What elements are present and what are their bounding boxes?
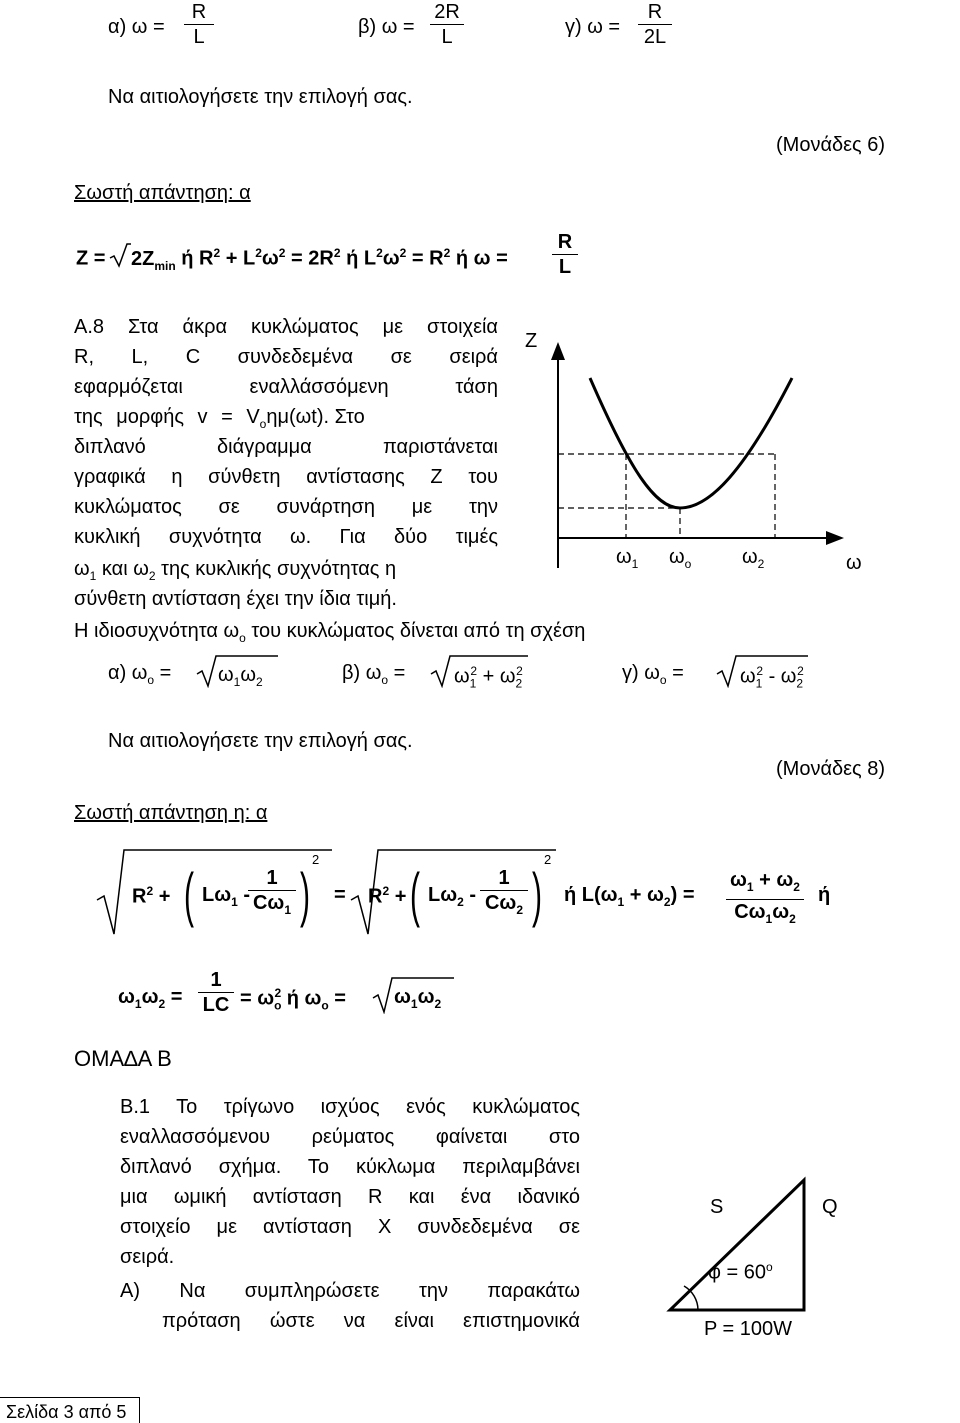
a8-line-5: διπλανό διάγραμμα παριστάνεται xyxy=(74,436,498,458)
group-b-heading: ΟΜΑ∆Α Β xyxy=(74,1046,172,1071)
eq3-lhs: $\omega_1\omega_2$ = xyxy=(118,986,183,1011)
x-axis-arrow-icon xyxy=(826,531,844,545)
option-b: β) ω = xyxy=(358,16,415,38)
a8-line-2: R, L, C συνδεδεμένα σε σειρά xyxy=(74,346,498,368)
eq2-term-2: $R^2$ + xyxy=(368,884,407,908)
sqrt-icon xyxy=(109,242,131,268)
graph-tick-omega1: $\omega_1$ xyxy=(616,546,639,571)
b1-line-6: σειρά. xyxy=(120,1246,175,1268)
page-footer: Σελίδα 3 από 5 xyxy=(0,1397,140,1423)
a8-line-8: κυκλική συχνότητα ω. Για δύο τιμές xyxy=(74,526,498,548)
right-paren-icon: ) xyxy=(532,861,542,928)
eq3-radicand: $\omega_1\omega_2$ xyxy=(394,986,442,1011)
option-mid-c-radicand: $\omega_1^2 - \omega_2^2$ xyxy=(740,664,804,691)
marks-8: (Μονάδες 8) xyxy=(776,758,886,780)
b1-a-line-1: Α) Να συμπληρώσετε την παρακάτω xyxy=(120,1280,580,1302)
eq2-square-2: 2 xyxy=(544,852,552,867)
b1-line-3: διπλανό σχήμα. Το κύκλωμα περιλαμβάνει xyxy=(120,1156,580,1178)
option-a: α) ω = xyxy=(108,16,165,38)
option-mid-b: β) $\omega_o$ = xyxy=(342,662,406,687)
a8-line-4: της μορφής $v = V_o\eta\mu(\omega t)$. Στο xyxy=(74,406,365,431)
triangle-label-s: S xyxy=(710,1196,724,1218)
eq2-lw1: $L\omega_1$ - xyxy=(202,884,251,909)
b1-line-1: Β.1 Το τρίγωνο ισχύος ενός κυκλώματος xyxy=(120,1096,580,1118)
option-mid-c: γ) $\omega_o$ = xyxy=(622,662,684,687)
eq2-square-1: 2 xyxy=(312,852,320,867)
y-axis-arrow-icon xyxy=(551,342,565,360)
resonance-line: Η ιδιοσυχνότητα $\omega_o$ του κυκλώματος δίνεται από τη σχέση xyxy=(74,620,586,645)
a8-line-10: σύνθετη αντίσταση έχει την ίδια τιμή. xyxy=(74,588,397,610)
graph-x-label: ω xyxy=(846,552,862,574)
option-mid-a: α) $\omega_o$ = xyxy=(108,662,172,687)
eq2-eta-end: ή xyxy=(818,884,831,906)
answer-label: Σωστή απάντηση: α xyxy=(74,182,251,204)
eq2-frac-3: $\frac{\omega_1 + \omega_2}{C\omega_1\omega_2}$ xyxy=(726,868,804,931)
option-c-fraction: $\frac{R}{2L}$ xyxy=(638,0,672,49)
a8-line-1: Α.8 Στα άκρα κυκλώματος με στοιχεία xyxy=(74,316,498,338)
b1-line-4: μια ωμική αντίσταση R και ένα ιδανικό xyxy=(120,1186,580,1208)
left-paren-icon: ( xyxy=(410,861,420,928)
graph-y-label: Z xyxy=(525,330,538,352)
eq2-lw2: $L\omega_2$ - xyxy=(428,884,477,909)
triangle-label-q: Q xyxy=(822,1196,838,1218)
impedance-curve xyxy=(590,378,792,508)
b1-line-5: στοιχείο με αντίσταση X συνδεδεμένα σε xyxy=(120,1216,580,1238)
left-paren-icon: ( xyxy=(184,861,194,928)
impedance-graph xyxy=(520,320,880,600)
b1-a-line-2: πρόταση ώστε να είναι επιστημονικά xyxy=(162,1310,580,1332)
eq2-frac-2: $\frac{1}{C\omega_2}$ xyxy=(480,866,528,922)
a8-line-6: γραφικά η σύνθετη αντίστασης Z του xyxy=(74,466,498,488)
eq2-sum: ή $L(\omega_1 + \omega_2)$ = xyxy=(564,884,695,909)
eq3-mid: = $\omega_o^2$ ή $\omega_o$ = xyxy=(240,986,346,1013)
equation-1: Z = $2Z_{min}$ ή $R^2 + L^2\omega^2 = 2R^2$ ή $L^2\omega^2 = R^2$ ή ω = xyxy=(76,246,508,273)
option-mid-b-radicand: $\omega_1^2 + \omega_2^2$ xyxy=(454,664,523,691)
a8-line-9: $\omega_1$ και $\omega_2$ της κυκλικής συχνότητας η xyxy=(74,558,397,583)
marks-6: (Μονάδες 6) xyxy=(776,134,886,156)
a8-line-7: κυκλώματος σε συνάρτηση με την xyxy=(74,496,498,518)
graph-tick-omega2: $\omega_2$ xyxy=(742,546,765,571)
option-c: γ) ω = xyxy=(565,16,621,38)
equation-1-fraction: $\frac{R}{L}$ xyxy=(552,230,578,279)
option-a-fraction: $\frac{R}{L}$ xyxy=(184,0,214,49)
graph-tick-omega0: $\omega_o$ xyxy=(669,546,692,571)
justify-prompt-2: Να αιτιολογήσετε την επιλογή σας. xyxy=(108,730,413,752)
a8-line-3: εφαρμόζεται εναλλάσσόμενη τάση xyxy=(74,376,498,398)
eq2-equals: = xyxy=(334,884,346,906)
triangle-label-p: P = 100W xyxy=(704,1318,793,1340)
option-mid-a-radicand: $\omega_1\omega_2$ xyxy=(218,664,263,689)
triangle-angle-label: $\varphi = 60^o$ xyxy=(708,1260,773,1284)
justify-prompt: Να αιτιολογήσετε την επιλογή σας. xyxy=(108,86,413,108)
eq3-frac: $\frac{1}{LC}$ xyxy=(198,968,234,1017)
option-b-fraction: $\frac{2R}{L}$ xyxy=(430,0,464,49)
b1-line-2: εναλλασσόμενου ρεύματος φαίνεται στο xyxy=(120,1126,580,1148)
power-triangle xyxy=(660,1170,830,1320)
answer-label-2: Σωστή απάντηση η: α xyxy=(74,802,268,824)
eq2-frac-1: $\frac{1}{C\omega_1}$ xyxy=(248,866,296,922)
eq2-term-1: $R^2$ + xyxy=(132,884,171,908)
right-paren-icon: ) xyxy=(300,861,310,928)
